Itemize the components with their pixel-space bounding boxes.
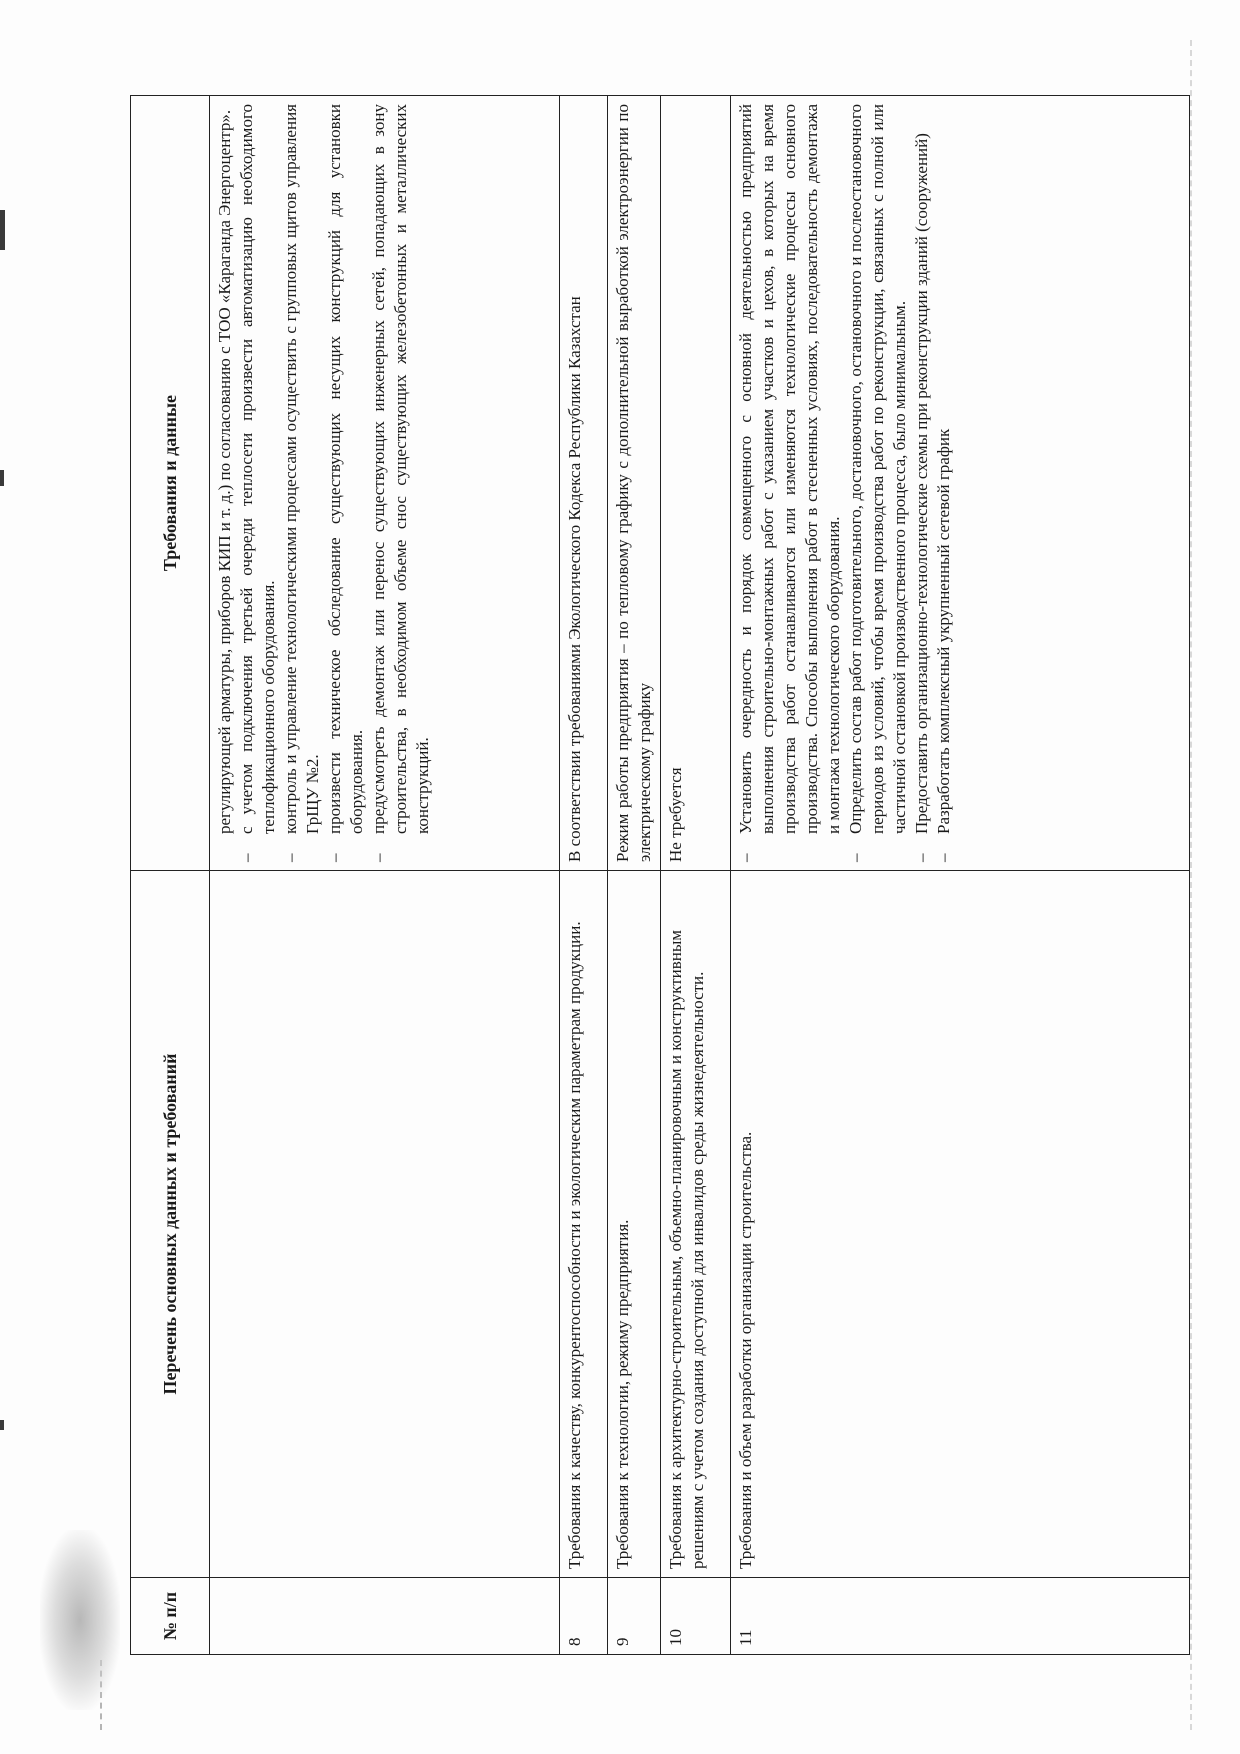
list-item-text: произвести техническое обследование существующих несущих конструкций для установки оборудования.	[325, 104, 366, 834]
header-number: № п/п	[131, 1578, 210, 1655]
row-number: 8	[560, 1578, 608, 1655]
table-row	[731, 96, 1190, 1655]
bullet-mark: –	[281, 853, 300, 862]
row-requirement-name: Требования к качеству, конкурентоспособности и экологическим параметрам продукции.	[560, 871, 608, 1578]
row-number: 10	[661, 1578, 731, 1655]
list-item	[236, 104, 280, 862]
list-item-text: с учетом подключения третьей очереди теплосети произвести автоматизацию необходимого теплофикационного оборудования.	[237, 104, 278, 834]
list-item	[911, 104, 933, 862]
list-item-text: предусмотреть демонтаж или перенос существующих инженерных сетей, попадающих в зону строительства, в необходимом объеме снос существующих железобетонных и металлических конструкций.	[369, 104, 432, 834]
list-item	[280, 104, 324, 862]
list-item-text: регулирующей арматуры, приборов КИП и т. д.) по согласованию с ТОО «Караганда Энергоцентр».	[215, 109, 234, 834]
table-row	[608, 96, 661, 1655]
document-sheet	[130, 95, 1190, 1655]
list-item	[368, 104, 434, 862]
bullet-mark: –	[934, 853, 953, 862]
list-item-text: Определить состав работ подготовительного, достановочного, остановочного и послеостановочного периодов из условий, чтобы время производства работ по реконструкции, связанных с полной или частичной остановкой производственного процесса, было минимальным.	[846, 104, 909, 834]
row-number: 11	[731, 1578, 1190, 1655]
row-requirement-value: Не требуется	[661, 96, 731, 871]
row-requirement-value	[731, 96, 1190, 871]
requirements-table	[130, 95, 1190, 1655]
row-requirement-name: Требования к технологии, режиму предприятия.	[608, 871, 661, 1578]
cell-number-empty	[210, 1578, 560, 1655]
scan-fold-line	[1190, 40, 1192, 1730]
cell-requirements-continuation	[210, 96, 560, 871]
row-requirement-name: Требования и объем разработки организации строительства.	[731, 871, 1190, 1578]
row-requirement-name: Требования к архитектурно-строительным, объемно-планировочным и конструктивным решениям с учетом создания доступной для инвалидов среды жизнедеятельности.	[661, 871, 731, 1578]
table-row-continuation	[210, 96, 560, 1655]
cell-list-empty	[210, 871, 560, 1578]
scan-edge-mark	[0, 470, 4, 486]
bullet-mark: –	[325, 853, 344, 862]
table-row	[560, 96, 608, 1655]
row-number: 9	[608, 1578, 661, 1655]
list-item-text: Разработать комплексный укрупненный сетевой график	[934, 428, 953, 834]
row-requirement-value: Режим работы предприятия – по тепловому графику с дополнительной выработкой электроэнергии по электрическому графику	[608, 96, 661, 871]
list-item	[845, 104, 911, 862]
list-item	[214, 104, 236, 862]
list-item-text: Установить очередность и порядок совмещенного с основной деятельностью предприятий выполнения строительно-монтажных работ с указанием участков и цехов, в которых на время производства работ останавливаются или изменяются технологические процессы основного производства. Способы выполнения работ в стесненных условиях, последовательность демонтажа и монтажа технологического оборудования.	[736, 104, 843, 834]
table-row	[661, 96, 731, 1655]
bullet-mark: –	[237, 853, 256, 862]
list-item	[735, 104, 845, 862]
bullet-mark: –	[846, 853, 865, 862]
list-item-text: контроль и управление технологическими процессами осуществить с групповых щитов управления ГрЩУ №2.	[281, 104, 322, 834]
header-requirements: Требования и данные	[131, 96, 210, 871]
header-list: Перечень основных данных и требований	[131, 871, 210, 1578]
list-item-text: Предоставить организационно-технологические схемы при реконструкции зданий (сооружений)	[912, 133, 931, 834]
table-header-row	[131, 96, 210, 1655]
scan-edge-mark	[0, 210, 5, 250]
list-item	[933, 104, 955, 862]
scan-edge-mark	[0, 1420, 4, 1430]
bullet-mark: –	[369, 853, 388, 862]
bullet-mark: –	[736, 853, 755, 862]
scan-smudge	[40, 1530, 120, 1710]
bullet-mark: –	[912, 853, 931, 862]
list-item	[324, 104, 368, 862]
row-requirement-value: В соответствии требованиями Экологического Кодекса Республики Казахстан	[560, 96, 608, 871]
